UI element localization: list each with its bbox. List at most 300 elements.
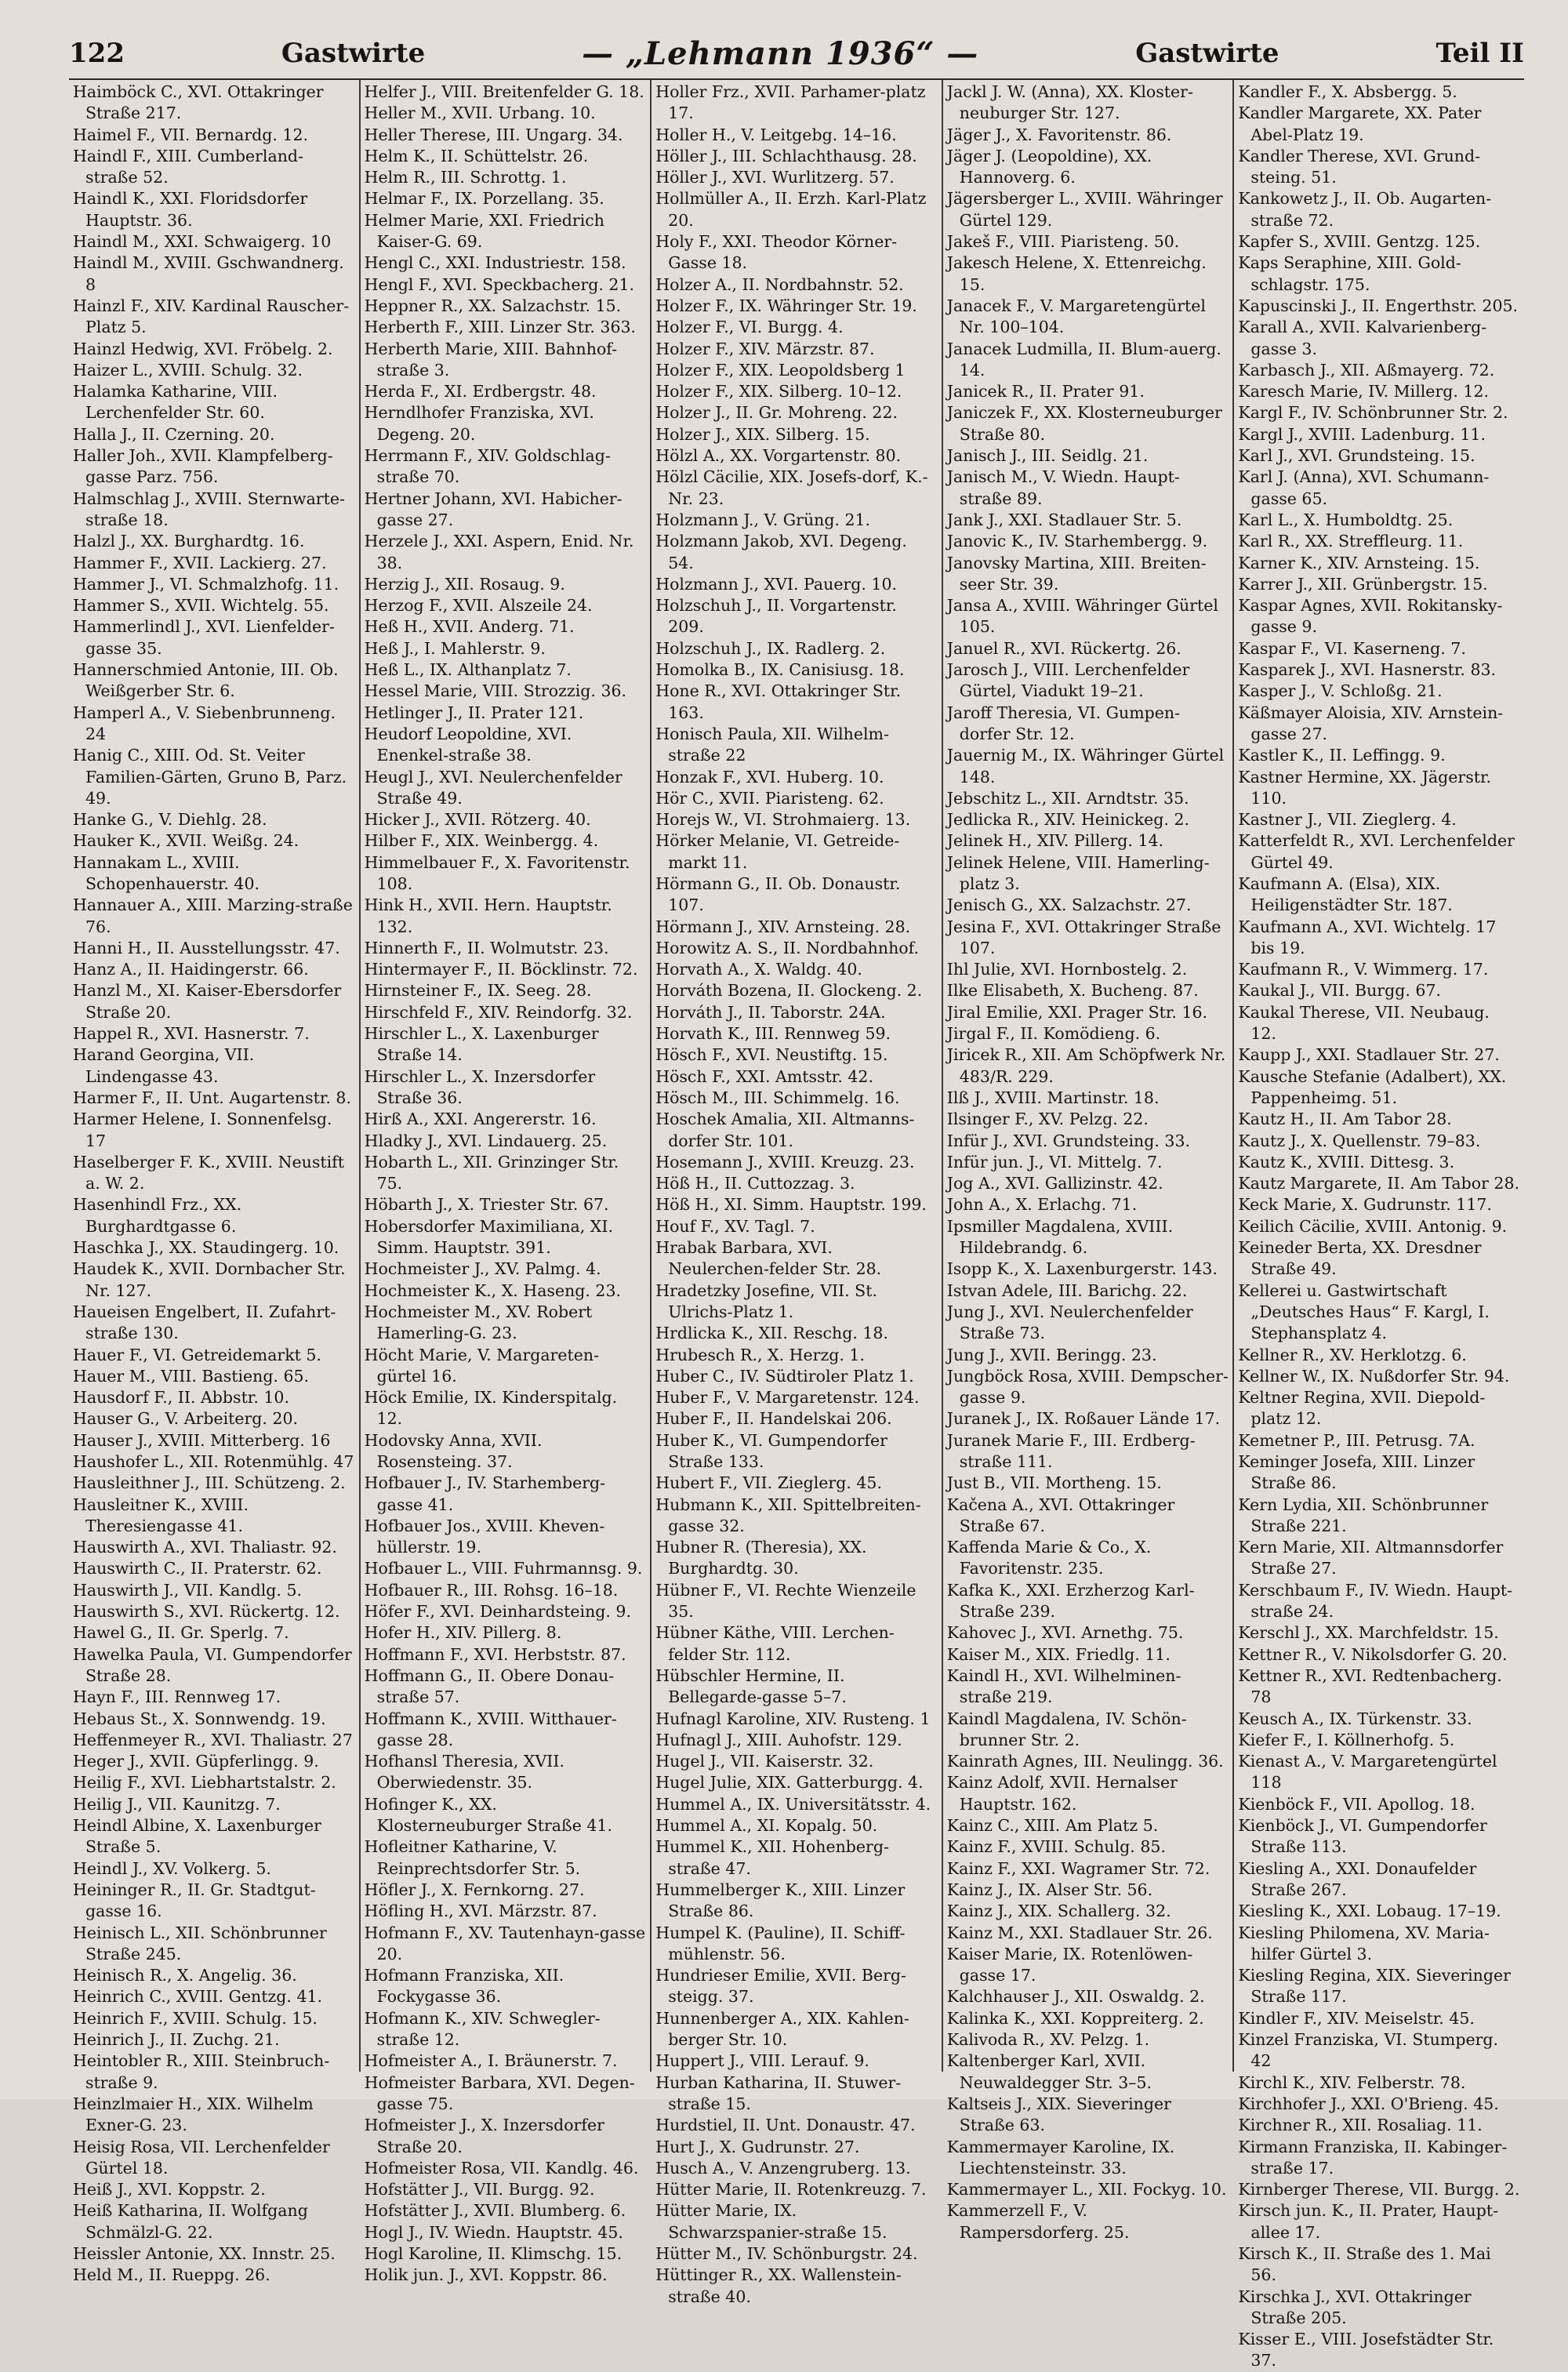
directory-entry: Houf F., XV. Tagl. 7. [655,1216,815,1236]
directory-entry: Karbasch J., XII. Aßmayerg. 72. [1238,360,1495,380]
directory-entry: Kerschl J., XX. Marchfeldstr. 15. [1238,1623,1499,1643]
directory-entry: Haimböck C., XVI. Ottakringer Straße 217. [73,82,324,123]
directory-entry: Hofleitner Katharine, V. Reinprechtsdorfer Str. 5. [364,1837,581,1878]
directory-entry: Hochmeister M., XV. Robert Hamerling-G. 23. [364,1302,593,1343]
directory-entry: Hrdlicka K., XII. Reschg. 18. [655,1324,888,1343]
directory-entry: Ilke Elisabeth, X. Bucheng. 87. [946,981,1199,1001]
directory-entry: Hofbauer R., III. Rohsg. 16–18. [364,1580,619,1600]
directory-entry: Haller Joh., XVII. Klampfelberg-gasse Parz. 756. [73,446,333,487]
directory-entry: Hainzl F., XIV. Kardinal Rauscher-Platz 5. [73,296,350,337]
directory-entry: Kern Marie, XII. Altmannsdorfer Straße 27. [1238,1538,1504,1578]
directory-entry: Kirnberger Therese, VII. Burgg. 2. [1238,2180,1520,2199]
directory-entry: Hütter Marie, IX. Schwarzspanier-straße 15. [655,2201,887,2242]
directory-entry: Kausche Stefanie (Adalbert), XX. Pappenheimg. 51. [1238,1066,1507,1107]
directory-entry: Hörker Melanie, VI. Getreide-markt 11. [655,831,900,872]
directory-entry: Heilig J., VII. Kaunitzg. 7. [73,1794,281,1814]
directory-entry: Hörmann G., II. Ob. Donaustr. 107. [655,874,901,915]
directory-entry: Heintobler R., XIII. Steinbruch-straße 9. [73,2051,330,2092]
directory-entry: Harmer Helene, I. Sonnenfelsg. 17 [73,1110,332,1150]
directory-entry: Kačena A., XVI. Ottakringer Straße 67. [946,1495,1175,1535]
directory-entry: Hufnagl J., XIII. Auhofstr. 129. [655,1730,902,1749]
directory-entry: Hladky J., XVI. Lindauerg. 25. [364,1131,608,1150]
directory-entry: Hütter M., IV. Schönburgstr. 24. [655,2243,918,2263]
directory-entry: Höbarth J., X. Triester Str. 67. [364,1195,609,1215]
directory-entry: Hochmeister J., XV. Palmg. 4. [364,1259,601,1279]
directory-entry: Hanke G., V. Diehlg. 28. [73,810,267,830]
directory-entry: Isopp K., X. Laxenburgerstr. 143. [946,1259,1218,1279]
directory-entry: Jank J., XXI. Stadlauer Str. 5. [946,510,1182,529]
directory-entry: Hobersdorfer Maximiliana, XI. Simm. Hauptstr. 391. [364,1216,614,1258]
directory-entry: Jedlicka R., XIV. Heinickeg. 2. [946,810,1190,830]
directory-entry: Hirschfeld F., XIV. Reindorfg. 32. [364,1002,633,1022]
directory-entry: Keck Marie, X. Gudrunstr. 117. [1238,1195,1492,1215]
directory-entry: Holzer A., II. Nordbahnstr. 52. [655,274,904,294]
directory-entry: Ilß J., XVIII. Martinstr. 18. [946,1088,1160,1107]
directory-entry: Holzer F., XIV. Märzstr. 87. [655,339,875,358]
directory-entry: Kasper J., V. Schloßg. 21. [1238,681,1443,701]
directory-entry: Kaukal Therese, VII. Neubaug. 12. [1238,1002,1490,1044]
directory-entry: Kaiser M., XIX. Friedlg. 11. [946,1644,1171,1664]
directory-entry: Infür J., XVI. Grundsteing. 33. [946,1131,1191,1150]
directory-entry: Hrubesch R., X. Herzg. 1. [655,1345,865,1364]
directory-entry: Hofstätter J., XVII. Blumberg. 6. [364,2201,626,2221]
directory-entry: Kankowetz J., II. Ob. Augarten-straße 72. [1238,189,1492,230]
directory-entry: Hubmann K., XII. Spittelbreiten-gasse 32. [655,1495,921,1535]
directory-entry: Hausleitner K., XVIII. Theresiengasse 41. [73,1495,249,1535]
directory-entry: Holzer F., VI. Burgg. 4. [655,318,844,337]
directory-entry: Kasparek J., XVI. Hasnerstr. 83. [1238,660,1497,680]
directory-entry: Kaspar F., VI. Kaserneng. 7. [1238,638,1466,658]
directory-entry: Kafka K., XXI. Erzherzog Karl-Straße 239. [946,1580,1195,1622]
directory-entry: Kiesling Philomena, XV. Maria-hilfer Gürtel 3. [1238,1923,1490,1963]
directory-entry: Jung J., XVI. Neulerchenfelder Straße 73. [946,1302,1193,1343]
directory-entry: Haimel F., VII. Bernardg. 12. [73,125,309,144]
directory-entry: Jackl J. W. (Anna), XX. Kloster-neuburger Str. 127. [946,82,1193,123]
directory-entry: Hölzl A., XX. Vorgartenstr. 80. [655,446,902,466]
directory-entry: Kienast A., V. Margaretengürtel 118 [1238,1752,1497,1793]
directory-entry: Haizer L., XVIII. Schulg. 32. [73,360,303,380]
directory-entry: Heger J., XVII. Güpferlingg. 9. [73,1752,319,1771]
directory-entry: Höfer F., XVI. Deinhardsteing. 9. [364,1602,631,1622]
directory-entry: Höcht Marie, V. Margareten-gürtel 16. [364,1345,600,1386]
directory-entry: Holik jun. J., XVI. Koppstr. 86. [364,2265,608,2285]
directory-entry: Janisch J., III. Seidlg. 21. [946,446,1149,466]
directory-entry: Kaindl H., XVI. Wilhelminen-straße 219. [946,1665,1181,1707]
directory-entry: Janacek Ludmilla, II. Blum-auerg. 14. [946,339,1221,380]
directory-entry: Humpel K. (Pauline), II. Schiff-mühlenstr. 56. [655,1923,906,1963]
directory-entry: Hicker J., XVII. Rötzerg. 40. [364,810,591,830]
column-5 [1234,80,1524,2370]
directory-entry: Karl L., X. Humboldtg. 25. [1238,510,1454,529]
directory-entry: Kalchhauser J., XII. Oswaldg. 2. [946,1987,1205,2007]
directory-entry: Jakesch Helene, X. Ettenreichg. 15. [946,253,1207,294]
directory-entry: Höfling H., XVI. Märzstr. 87. [364,1902,597,1921]
directory-entry: Hauswirth S., XVI. Rückertg. 12. [73,1602,340,1622]
directory-entry: Holy F., XXI. Theodor Körner-Gasse 18. [655,232,898,273]
directory-entry: Haschka J., XX. Staudingerg. 10. [73,1238,339,1258]
directory-entry: Karl J., XVI. Grundsteing. 15. [1238,446,1475,466]
directory-entry: Hausdorf F., II. Abbstr. 10. [73,1388,289,1408]
directory-entry: Karner K., XIV. Arnsteing. 15. [1238,553,1480,572]
directory-entry: Kaufmann A. (Elsa), XIX. Heiligenstädter Str. 187. [1238,874,1453,915]
directory-entry: Hofmeister Barbara, XVI. Degen-gasse 75. [364,2072,635,2113]
directory-entry: Kaufmann A., XVI. Wichtelg. 17 bis 19. [1238,917,1497,957]
directory-entry: Kautz K., XVIII. Dittesg. 3. [1238,1152,1455,1171]
column-3 [652,80,943,2306]
directory-entry: Hummelberger K., XIII. Linzer Straße 86. [655,1880,906,1921]
directory-entry: Holzer F., IX. Währinger Str. 19. [655,296,917,315]
directory-entry: Kainz Adolf, XVII. Hernalser Hauptstr. 162. [946,1773,1178,1814]
directory-entry: Kammerzell F., V. Rampersdorferg. 25. [946,2201,1130,2242]
directory-entry: Heilig F., XVI. Liebhartstalstr. 2. [73,1773,336,1793]
directory-entry: Höller J., XVI. Wurlitzerg. 57. [655,168,895,187]
directory-entry: Kandler Margarete, XX. Pater Abel-Platz 19. [1238,104,1482,144]
directory-entry: Hummel A., IX. Universitätsstr. 4. [655,1794,931,1814]
directory-entry: Kandler Therese, XVI. Grund-steing. 51. [1238,146,1481,187]
directory-entry: Höfler J., X. Fernkorng. 27. [364,1880,585,1899]
directory-entry: Hinnerth F., II. Wolmutstr. 23. [364,938,609,957]
directory-entry: Hauser J., XVIII. Mitterberg. 16 [73,1430,331,1450]
column-4 [943,80,1235,2242]
directory-entry: Hufnagl Karoline, XIV. Rusteng. 1 [655,1709,931,1728]
directory-entry: Hanni H., II. Ausstellungsstr. 47. [73,938,340,957]
directory-entry: Kaiser Marie, IX. Rotenlöwen-gasse 17. [946,1944,1193,1985]
directory-entry: Hausleithner J., III. Schützeng. 2. [73,1473,346,1493]
directory-entry: Helm R., III. Schrottg. 1. [364,168,567,187]
directory-entry: Kirchl K., XIV. Felberstr. 78. [1238,2072,1466,2092]
directory-entry: Hubner R. (Theresia), XX. Burghardtg. 30. [655,1538,867,1578]
directory-entry: Holzer F., XIX. Leopoldsberg 1 [655,360,906,380]
directory-entry: Horejs W., VI. Strohmaierg. 13. [655,810,911,830]
directory-entry: Hannerschmied Antonie, III. Ob. Weißgerber Str. 6. [73,660,339,701]
directory-entry: Hofbauer L., VIII. Fuhrmannsg. 9. [364,1559,643,1578]
directory-entry: Helfer J., VIII. Breitenfelder G. 18. [364,82,644,101]
directory-entry: Hammer J., VI. Schmalzhofg. 11. [73,574,339,594]
directory-entry: Kienböck F., VII. Apollog. 18. [1238,1794,1475,1814]
directory-entry: Hör C., XVII. Piaristeng. 62. [655,788,884,808]
directory-entry: Keineder Berta, XX. Dresdner Straße 49. [1238,1238,1482,1279]
directory-entry: Hanz A., II. Haidingerstr. 66. [73,960,309,979]
directory-entry: Hirnsteiner F., IX. Seeg. 28. [364,981,592,1001]
directory-entry: Haudek K., XVII. Dornbacher Str. Nr. 127. [73,1259,346,1300]
directory-entry: Herndlhofer Franziska, XVI. Degeng. 20. [364,403,594,444]
directory-entry: Hübner Käthe, VIII. Lerchen-felder Str. 112. [655,1623,895,1664]
directory-entry: Hone R., XVI. Ottakringer Str. 163. [655,681,902,722]
page-number: 122 [69,38,125,69]
directory-entry: Haueisen Engelbert, II. Zufahrt-straße 130. [73,1302,336,1343]
directory-entry: Kaindl Magdalena, IV. Schön-brunner Str. 2. [946,1709,1187,1749]
directory-entry: Helmar F., IX. Porzellang. 35. [364,189,604,209]
directory-entry: Hauer F., VI. Getreidemarkt 5. [73,1345,321,1364]
directory-entry: Horváth J., II. Taborstr. 24A. [655,1002,886,1022]
directory-entry: Hösch M., III. Schimmelg. 16. [655,1088,900,1107]
directory-entry: Hofbauer Jos., XVIII. Kheven-hüllerstr. 19. [364,1516,605,1557]
directory-entry: Heudorf Leopoldine, XVI. Enenkel-straße 38. [364,724,572,765]
directory-entry: Jauernig M., IX. Währinger Gürtel 148. [946,746,1225,786]
directory-entry: Herrmann F., XIV. Goldschlag-straße 70. [364,446,611,487]
directory-entry: Hochmeister K., X. Haseng. 23. [364,1280,622,1300]
directory-entry: Jungböck Rosa, XVIII. Dempscher-gasse 9. [946,1366,1229,1408]
directory-entry: Hofmann F., XV. Tautenhayn-gasse 20. [364,1923,646,1963]
directory-entry: Hink H., XVII. Hern. Hauptstr. 132. [364,895,612,936]
directory-entry: Hogl J., IV. Wiedn. Hauptstr. 45. [364,2222,623,2242]
directory-entry: Kaukal J., VII. Burgg. 67. [1238,981,1441,1001]
directory-entry: Hoschek Amalia, XII. Altmanns-dorfer Str. 101. [655,1110,915,1150]
directory-entry: Jung J., XVII. Beringg. 23. [946,1345,1157,1364]
directory-entry: Kahovec J., XVI. Arnethg. 75. [946,1623,1184,1643]
directory-entry: Haushofer L., XII. Rotenmühlg. 47 [73,1452,354,1471]
directory-entry: Hengl F., XVI. Speckbacherg. 21. [364,274,635,294]
directory-entry: Heiß Katharina, II. Wolfgang Schmälzl-G. 22. [73,2201,308,2242]
directory-entry: Katterfeldt R., XVI. Lerchenfelder Gürtel 49. [1238,831,1515,872]
directory-entry: Hanig C., XIII. Od. St. Veiter Familien-Gärten, Gruno B, Parz. 49. [73,746,347,808]
directory-columns [69,78,1524,2370]
directory-entry: Hayn F., III. Rennweg 17. [73,1687,281,1707]
directory-entry: Jakeš F., VIII. Piaristeng. 50. [946,232,1180,252]
directory-entry: Kainz C., XIII. Am Platz 5. [946,1816,1159,1836]
directory-entry: Jirgal F., II. Komödieng. 6. [946,1024,1161,1044]
directory-entry: Kirschka J., XVI. Ottakringer Straße 205. [1238,2287,1472,2327]
directory-entry: Hauer M., VIII. Bastieng. 65. [73,1366,310,1386]
directory-entry: Holler H., V. Leitgebg. 14–16. [655,125,897,144]
directory-entry: Kaupp J., XXI. Stadlauer Str. 27. [1238,1045,1500,1065]
directory-entry: Kiesling K., XXI. Lobaug. 17–19. [1238,1902,1501,1921]
directory-entry: Hofhansl Theresia, XVII. Oberwiedenstr. 35. [364,1752,565,1793]
directory-entry: Haindl M., XVIII. Gschwandnerg. 8 [73,253,344,294]
directory-entry: Hofstätter J., VII. Burgg. 92. [364,2180,595,2199]
directory-entry: Kerschbaum F., IV. Wiedn. Haupt-straße 24. [1238,1580,1513,1622]
directory-entry: Hoffmann G., II. Obere Donau-straße 57. [364,1665,615,1707]
directory-entry: Kastler K., II. Leffingg. 9. [1238,746,1446,765]
directory-entry: Kirsch K., II. Straße des 1. Mai 56. [1238,2243,1491,2285]
directory-entry: Heinisch R., X. Angelig. 36. [73,1966,297,1985]
directory-entry: Hirschler L., X. Inzersdorfer Straße 36. [364,1066,596,1107]
directory-entry: Kastner Hermine, XX. Jägerstr. 110. [1238,767,1492,808]
directory-entry: Kirsch jun. K., II. Prater, Haupt-allee 17. [1238,2201,1499,2242]
directory-entry: Hurt J., X. Gudrunstr. 27. [655,2137,860,2156]
directory-entry: Haindl K., XXI. Floridsdorfer Hauptstr. 36. [73,189,308,230]
directory-entry: Hauser G., V. Arbeiterg. 20. [73,1409,299,1429]
directory-entry: Hrabak Barbara, XVI. Neulerchen-felder Str. 28. [655,1238,882,1279]
directory-entry: Jiricek R., XII. Am Schöpfwerk Nr. 483/R. 229. [946,1045,1226,1086]
directory-entry: Jiral Emilie, XXI. Prager Str. 16. [946,1002,1208,1022]
directory-entry: Jäger J., X. Favoritenstr. 86. [946,125,1172,144]
directory-entry: Kandler F., X. Absbergg. 5. [1238,82,1457,101]
directory-entry: Just B., VII. Mortheng. 15. [946,1473,1162,1493]
directory-entry: Heiß J., XVI. Koppstr. 2. [73,2180,266,2199]
directory-entry: Kastner J., VII. Zieglerg. 4. [1238,810,1457,830]
directory-entry: Heininger R., II. Gr. Stadtgut-gasse 16. [73,1880,316,1921]
directory-entry: Kargl J., XVIII. Ladenburg. 11. [1238,424,1486,444]
directory-entry: Hoffmann F., XVI. Herbststr. 87. [364,1644,626,1664]
directory-entry: Holzmann J., V. Grüng. 21. [655,510,871,529]
directory-entry: Hugel J., VII. Kaiserstr. 32. [655,1752,874,1771]
directory-entry: Kammermayer L., XII. Fockyg. 10. [946,2180,1227,2199]
directory-entry: Kautz H., II. Am Tabor 28. [1238,1110,1452,1129]
directory-entry: Kaps Seraphine, XIII. Gold-schlagstr. 175. [1238,253,1461,294]
directory-entry: Karl J. (Anna), XVI. Schumann-gasse 65. [1238,467,1490,508]
directory-entry: Huber F., V. Margaretenstr. 124. [655,1388,920,1408]
directory-entry: Kellner W., IX. Nußdorfer Str. 94. [1238,1366,1510,1386]
directory-entry: Keltner Regina, XVII. Diepold-platz 12. [1238,1388,1486,1429]
directory-entry: Hammer S., XVII. Wichtelg. 55. [73,596,329,616]
directory-entry: Hammerlindl J., XVI. Lienfelder-gasse 35. [73,617,335,658]
directory-entry: Kainrath Agnes, III. Neulingg. 36. [946,1752,1224,1771]
directory-entry: Karall A., XVII. Kalvarienberg-gasse 3. [1238,318,1487,358]
directory-entry: Kienböck J., VI. Gumpendorfer Straße 113. [1238,1816,1487,1857]
directory-entry: Jaroff Theresia, VI. Gumpen-dorfer Str. 12. [946,703,1181,743]
directory-entry: Jenisch G., XX. Salzachstr. 27. [946,895,1192,915]
directory-entry: Hübschler Hermine, II. Bellegarde-gasse 5–7. [655,1665,847,1707]
directory-entry: Huber K., VI. Gumpendorfer Straße 133. [655,1430,887,1471]
directory-entry: Huber F., II. Handelskai 206. [655,1409,892,1429]
directory-entry: Herzele J., XXI. Aspern, Enid. Nr. 38. [364,532,634,572]
directory-entry: Holzer F., XIX. Silberg. 10–12. [655,382,902,401]
directory-entry: Kargl F., IV. Schönbrunner Str. 2. [1238,403,1508,423]
directory-entry: Hugel Julie, XIX. Gatterburgg. 4. [655,1773,924,1793]
directory-entry: Juranek J., IX. Roßauer Lände 17. [946,1409,1221,1429]
directory-entry: Hannakam L., XVIII. Schopenhauerstr. 40. [73,852,260,893]
directory-entry: Kettner R., XVI. Redtenbacherg. 78 [1238,1665,1502,1707]
directory-entry: Jog A., XVI. Gallizinstr. 42. [946,1174,1163,1193]
directory-entry: Heindl J., XV. Volkerg. 5. [73,1858,271,1878]
directory-entry: Ilsinger F., XV. Pelzg. 22. [946,1110,1149,1129]
directory-entry: Karrer J., XII. Grünbergstr. 15. [1238,574,1488,594]
directory-entry: Heinrich F., XVIII. Schulg. 15. [73,2008,318,2028]
directory-entry: Heffenmeyer R., XVI. Thaliastr. 27 [73,1730,353,1749]
directory-entry: Hauswirth A., XVI. Thaliastr. 92. [73,1538,337,1557]
directory-entry: Hengl C., XXI. Industriestr. 158. [364,253,626,273]
directory-entry: Hoffmann K., XVIII. Witthauer-gasse 28. [364,1709,617,1749]
directory-entry: Hawel G., II. Gr. Sperlg. 7. [73,1623,289,1643]
directory-entry: Hirschler L., X. Laxenburger Straße 14. [364,1024,599,1065]
directory-entry: Keminger Josefa, XIII. Linzer Straße 86. [1238,1452,1475,1493]
directory-entry: Kainz J., XIX. Schallerg. 32. [946,1902,1171,1921]
directory-entry: Heinrich C., XVIII. Gentzg. 41. [73,1987,323,2007]
directory-entry: Kellerei u. Gastwirtschaft „Deutsches Haus“ F. Kargl, I. Stephansplatz 4. [1238,1280,1490,1343]
directory-entry: Kalivoda R., XV. Pelzg. 1. [946,2030,1150,2050]
directory-entry: Horowitz A. S., II. Nordbahnhof. [655,938,920,957]
directory-entry: Holzschuh J., IX. Radlerg. 2. [655,638,886,658]
directory-entry: Hurban Katharina, II. Stuwer-straße 15. [655,2072,902,2113]
directory-entry: Herzog F., XVII. Alszeile 24. [364,596,593,616]
directory-entry: Hummel K., XII. Hohenberg-straße 47. [655,1837,889,1878]
directory-entry: Kammermayer Karoline, IX. Liechtensteinstr. 33. [946,2137,1175,2178]
directory-entry: Heugl J., XVI. Neulerchenfelder Straße 49. [364,767,622,808]
directory-entry: Höller J., III. Schlachthausg. 28. [655,146,917,165]
directory-entry: Kapfer S., XVIII. Gentzg. 125. [1238,232,1481,252]
directory-entry: Halzl J., XX. Burghardtg. 16. [73,532,305,551]
directory-entry: Hübner F., VI. Rechte Wienzeile 35. [655,1580,916,1622]
directory-entry: Halmschlag J., XVIII. Sternwarte-straße 18. [73,489,345,529]
directory-entry: Himmelbauer F., X. Favoritenstr. 108. [364,852,630,893]
directory-entry: Holzer J., II. Gr. Mohreng. 22. [655,403,898,423]
directory-entry: Hofmeister A., I. Bräunerstr. 7. [364,2051,618,2071]
directory-entry: Hetlinger J., II. Prater 121. [364,703,584,722]
directory-entry: Höck Emilie, IX. Kinderspitalg. 12. [364,1388,618,1429]
directory-entry: Hösch F., XXI. Amtsstr. 42. [655,1066,873,1086]
directory-entry: Kaltenberger Karl, XVII. Neuwaldegger Str. 3–5. [946,2051,1152,2092]
directory-entry: Karesch Marie, IV. Millerg. 12. [1238,382,1489,401]
directory-entry: Haselberger F. K., XVIII. Neustift a. W. 2. [73,1152,344,1193]
directory-entry: Heisig Rosa, VII. Lerchenfelder Gürtel 18. [73,2137,330,2178]
publication-title: — „Lehmann 1936“ — [582,35,979,72]
directory-entry: Kiesling Regina, XIX. Sieveringer Straße 117. [1238,1966,1511,2007]
directory-entry: Kaffenda Marie & Co., X. Favoritenstr. 235. [946,1538,1152,1578]
directory-entry: Kaspar Agnes, XVII. Rokitansky-gasse 9. [1238,596,1503,637]
directory-entry: Kainz M., XXI. Stadlauer Str. 26. [946,1923,1213,1942]
directory-entry: Heppner R., XX. Salzachstr. 15. [364,296,622,315]
directory-entry: Hummel A., XI. Kopalg. 50. [655,1816,878,1836]
directory-entry: Käßmayer Aloisia, XIV. Arnstein-gasse 27. [1238,703,1504,743]
directory-entry: Infür jun. J., VI. Mittelg. 7. [946,1152,1163,1171]
directory-entry: Holzmann Jakob, XVI. Degeng. 54. [655,532,907,572]
directory-entry: Herzig J., XII. Rosaug. 9. [364,574,565,594]
directory-entry: Kainz J., IX. Alser Str. 56. [946,1880,1153,1899]
directory-entry: Kirchhofer J., XXI. O'Brieng. 45. [1238,2094,1499,2113]
directory-entry: Juranek Marie F., III. Erdberg-straße 111. [946,1430,1196,1471]
directory-entry: Kirchner R., XII. Rosaliag. 11. [1238,2116,1483,2135]
directory-entry: Halamka Katharine, VIII. Lerchenfelder Str. 60. [73,382,278,423]
directory-entry: Kisser E., VIII. Josefstädter Str. 37. [1238,2330,1494,2370]
directory-entry: Herberth F., XIII. Linzer Str. 363. [364,318,637,337]
directory-entry: Homolka B., IX. Canisiusg. 18. [655,660,905,680]
directory-entry: Jelinek H., XIV. Pillerg. 14. [946,831,1164,851]
directory-entry: Janovsky Martina, XIII. Breiten-seer Str. 39. [946,553,1207,594]
directory-entry: Hosemann J., XVIII. Kreuzg. 23. [655,1152,915,1171]
directory-entry: Hessel Marie, VIII. Strozzig. 36. [364,681,627,701]
directory-entry: Ihl Julie, XVI. Hornbostelg. 2. [946,960,1188,979]
directory-entry: Hebaus St., X. Sonnwendg. 19. [73,1709,326,1728]
directory-entry: Holler Frz., XVII. Parhamer-platz 17. [655,82,926,123]
directory-entry: Ipsmiller Magdalena, XVIII. Hildebrandg. 6. [946,1216,1174,1258]
directory-entry: Hofbauer J., IV. Starhemberg-gasse 41. [364,1473,606,1514]
directory-entry: Herda F., XI. Erdbergstr. 48. [364,382,597,401]
directory-entry: Heindl Albine, X. Laxenburger Straße 5. [73,1816,321,1857]
directory-entry: Keusch A., IX. Türkenstr. 33. [1238,1709,1472,1728]
directory-entry: Haindl F., XIII. Cumberland-straße 52. [73,146,303,187]
directory-entry: Huppert J., VIII. Lerauf. 9. [655,2051,869,2071]
directory-entry: Haindl M., XXI. Schwaigerg. 10 [73,232,332,252]
page-header [69,31,1524,75]
directory-entry: Kainz F., XXI. Wagramer Str. 72. [946,1858,1210,1878]
directory-entry: Kinzel Franziska, VI. Stumperg. 42 [1238,2030,1499,2071]
directory-entry: Heissler Antonie, XX. Innstr. 25. [73,2243,336,2263]
directory-entry: Hofmeister Rosa, VII. Kandlg. 46. [364,2158,639,2178]
directory-entry: Jesina F., XVI. Ottakringer Straße 107. [946,917,1221,957]
directory-entry: Hodovsky Anna, XVII. Rosensteing. 37. [364,1430,543,1471]
directory-entry: Janovic K., IV. Starhembergg. 9. [946,532,1208,551]
directory-entry: Keilich Cäcilie, XVIII. Antonig. 9. [1238,1216,1508,1236]
directory-entry: Hauswirth C., II. Praterstr. 62. [73,1559,322,1578]
directory-entry: Hannauer A., XIII. Marzing-straße 76. [73,895,353,936]
directory-entry: Hawelka Paula, VI. Gumpendorfer Straße 28. [73,1644,352,1685]
directory-entry: Jansa A., XVIII. Währinger Gürtel 105. [946,596,1218,637]
directory-entry: Janicek R., II. Prater 91. [946,382,1145,401]
directory-entry: Kaufmann R., V. Wimmerg. 17. [1238,960,1489,979]
directory-entry: Holzschuh J., II. Vorgartenstr. 209. [655,596,897,637]
directory-entry: Kiefer F., I. Köllnerhofg. 5. [1238,1730,1455,1749]
directory-entry: Kautz Margarete, II. Am Tabor 28. [1238,1174,1520,1193]
directory-entry: Kiesling A., XXI. Donaufelder Straße 267. [1238,1858,1477,1899]
directory-entry: Horvath A., X. Waldg. 40. [655,960,862,979]
directory-entry: Hammer F., XVII. Lackierg. 27. [73,553,327,572]
directory-entry: Horvath K., III. Rennweg 59. [655,1024,891,1044]
directory-entry: Hauker K., XVII. Weißg. 24. [73,831,299,851]
directory-entry: Hogl Karoline, II. Klimschg. 15. [364,2243,622,2263]
directory-entry: Husch A., V. Anzengruberg. 13. [655,2158,911,2178]
directory-entry: Kemetner P., III. Petrusg. 7A. [1238,1430,1475,1450]
